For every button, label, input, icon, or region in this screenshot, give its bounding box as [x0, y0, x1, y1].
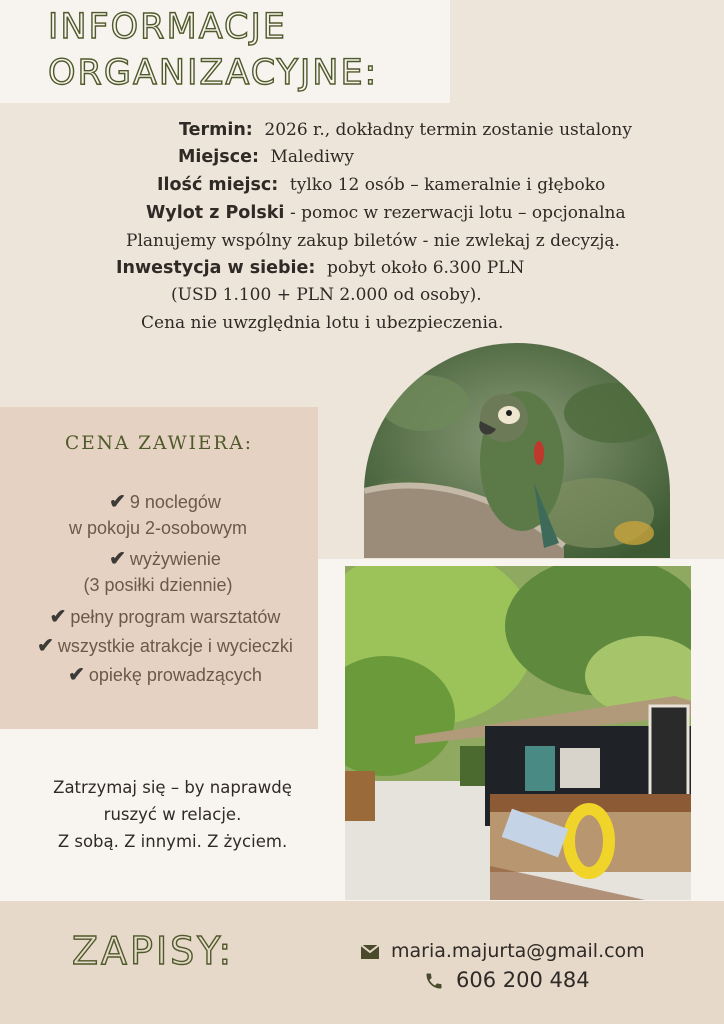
check-icon: ✔ [109, 548, 126, 570]
list-item: ✔ 9 noclegów [109, 491, 221, 513]
beach-bar-photo [345, 566, 691, 900]
ilosc-value: tylko 12 osób – kameralnie i głęboko [289, 175, 606, 195]
list-item: ✔ opiekę prowadzących [68, 664, 262, 686]
info-ilosc [157, 175, 605, 196]
info-inwestycja [116, 258, 524, 279]
inwestycja-value: pobyt około 6.300 PLN [326, 258, 525, 278]
parrot-photo [364, 343, 670, 558]
termin-value: 2026 r., dokładny termin zostanie ustalony [264, 120, 632, 140]
list-item: w pokoju 2-osobowym [68, 518, 248, 538]
check-icon: ✔ [49, 606, 67, 628]
quote-line1: Zatrzymaj się – by naprawdę [53, 778, 292, 797]
termin-label: Termin: [179, 120, 253, 140]
header-box [0, 0, 450, 103]
email-contact[interactable] [361, 940, 645, 962]
ilosc-label: Ilość miejsc: [157, 175, 279, 195]
info-wylot [146, 203, 626, 224]
info-miejsce [178, 147, 354, 168]
check-icon: ✔ [37, 635, 54, 657]
list-item: ✔ pełny program warsztatów [49, 606, 281, 628]
phone-icon [424, 971, 444, 991]
quote-line2: ruszyć w relacje. [103, 805, 242, 824]
price-includes-title: CENA ZAWIERA: [65, 433, 253, 454]
info-cena-nie: Cena nie uwzględnia lotu i ubezpieczenia. [141, 313, 504, 333]
envelope-icon [361, 945, 379, 959]
info-planujemy: Planujemy wspólny zakup biletów - nie zwlekaj z decyzją. [126, 231, 620, 251]
list-item: ✔ wyżywienie [109, 548, 221, 570]
inwestycja-label: Inwestycja w siebie: [116, 258, 316, 278]
page-title-line1: INFORMACJE [48, 7, 287, 47]
list-item: ✔ wszystkie atrakcje i wycieczki [37, 635, 293, 657]
info-kurs: (USD 1.100 + PLN 2.000 od osoby). [171, 285, 482, 305]
wylot-value: - pomoc w rezerwacji lotu – opcjonalna [289, 203, 626, 223]
info-termin [179, 120, 632, 141]
phone-contact[interactable] [424, 968, 590, 992]
email-address[interactable]: maria.majurta@gmail.com [391, 940, 645, 962]
list-item: (3 posiłki dziennie) [83, 575, 233, 595]
phone-number[interactable]: 606 200 484 [456, 968, 590, 992]
quote-line3: Z sobą. Z innymi. Z życiem. [57, 832, 288, 851]
miejsce-label: Miejsce: [178, 147, 259, 167]
signup-heading: ZAPISY: [72, 929, 235, 973]
check-icon: ✔ [68, 664, 85, 686]
miejsce-value: Malediwy [270, 147, 355, 167]
page-title-line2: ORGANIZACYJNE: [48, 53, 379, 93]
wylot-label: Wylot z Polski [146, 203, 285, 223]
check-icon: ✔ [109, 491, 126, 513]
